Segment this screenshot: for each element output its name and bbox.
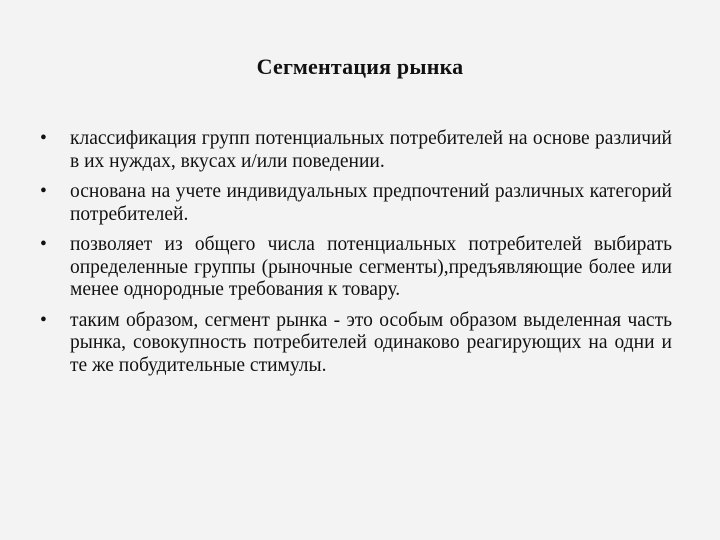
bullet-text: основана на учете индивидуальных предпочтений различных категорий потребителей. [70,181,672,225]
bullet-dot-icon: • [40,181,47,202]
slide-title: Сегментация рынка [256,54,464,79]
bullet-item-4 [36,310,672,378]
bullet-text: классификация групп потенциальных потребителей на основе различий в их нуждах, вкусах и/или поведении. [70,128,672,172]
bullet-dot-icon: • [40,309,47,331]
bullet-dot-icon: • [40,128,47,149]
bullet-list [36,128,672,385]
bullet-text: таким образом, сегмент рынка - это особым образом выделенная часть рынка, совокупность потребителей одинаково реагирующих на одни и те же побудительные стимулы. [70,309,672,376]
bullet-item-3 [36,234,672,302]
bullet-dot-icon: • [40,234,47,255]
bullet-item-2 [36,181,672,226]
bullet-text: позволяет из общего числа потенциальных потребителей выбирать определенные группы (рыночные сегменты),предъявляющие более или менее однородные требования к товару. [70,234,672,300]
bullet-item-1 [36,128,672,173]
